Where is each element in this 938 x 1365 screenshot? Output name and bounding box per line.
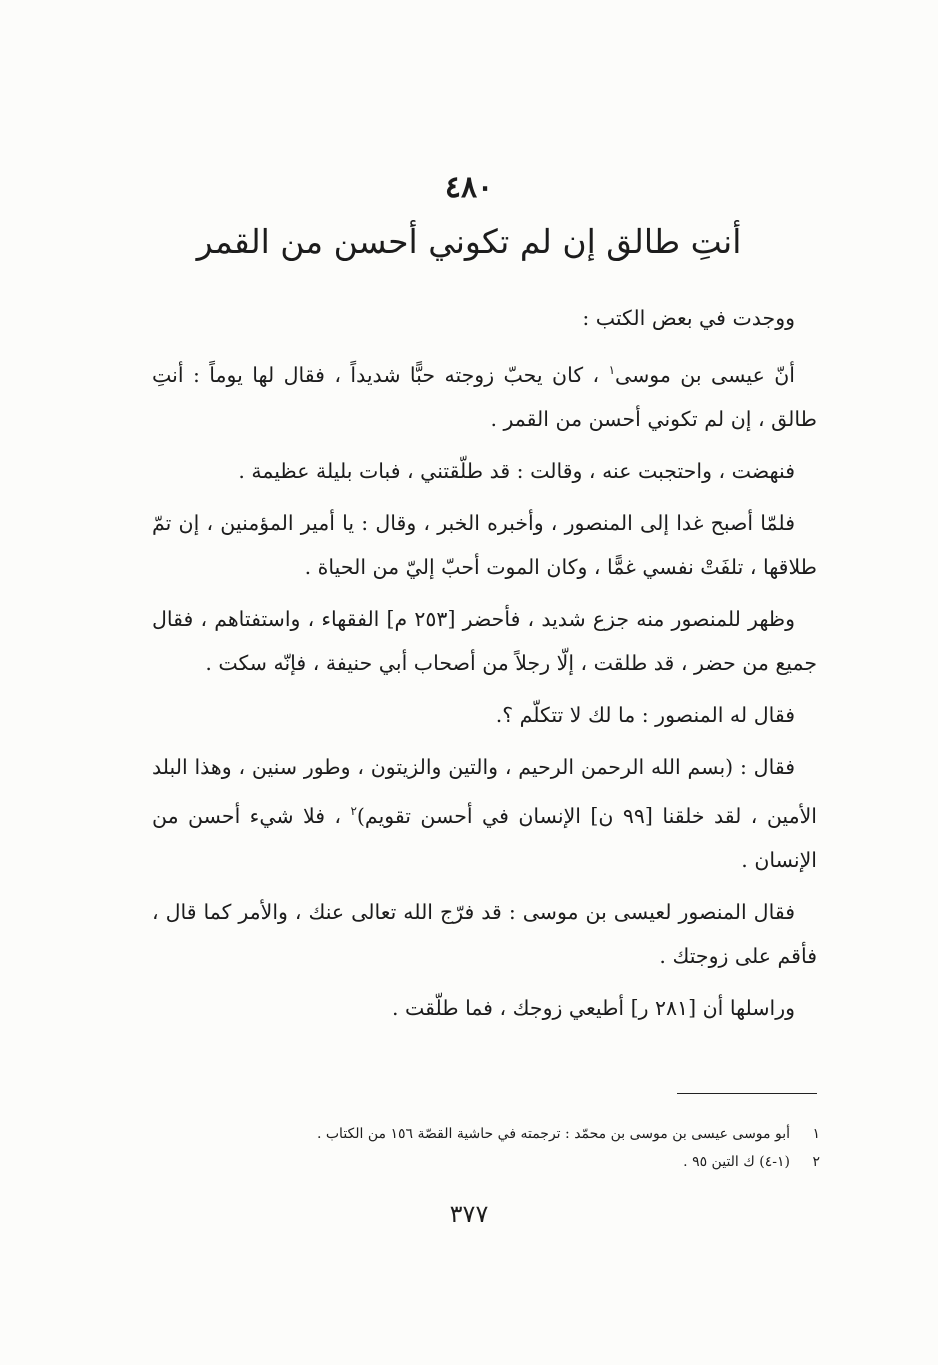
paragraph bbox=[152, 449, 817, 493]
paragraph bbox=[152, 986, 817, 1030]
paragraph-text: فقال المنصور لعيسى بن موسى : قد فرّج الله تعالى عنك ، والأمر كما قال ، فأقم على زوجتك . bbox=[152, 899, 817, 968]
paragraph bbox=[152, 890, 817, 978]
paragraph bbox=[152, 296, 817, 340]
paragraph-text: أنّ عيسى بن موسى bbox=[615, 362, 795, 387]
paragraph-text-rest: ، فلا شيء أحسن من الإنسان . bbox=[152, 803, 817, 872]
footnote-marker: ٢ bbox=[350, 803, 357, 818]
paragraph-text: وظهر للمنصور منه جزع شديد ، فأحضر [٢٥٣ م] الفقهاء ، واستفتاهم ، فقال جميع من حضر ، قد طلقت ، إلّا رجلاً من أصحاب أبي حنيفة ، فإنّه سكت . bbox=[152, 606, 817, 675]
page-number: ٣٧٧ bbox=[449, 1200, 489, 1228]
footnote-marker: ١ bbox=[608, 363, 616, 377]
paragraph-text: فقال له المنصور : ما لك لا تتكلّم ؟. bbox=[495, 702, 795, 727]
footnote-divider bbox=[677, 1093, 817, 1094]
paragraph-text: فقال : (بسم الله الرحمن الرحيم ، والتين والزيتون ، وطور سنين ، وهذا البلد الأمين ، لقد خلقنا [٩٩ ن] الإنسان في أحسن تقويم) bbox=[152, 754, 817, 828]
paragraph-text: فنهضت ، واحتجبت عنه ، وقالت : قد طلّقتني ، فبات بليلة عظيمة . bbox=[238, 458, 795, 483]
footnote-number: ١ bbox=[812, 1126, 820, 1142]
paragraph-text-rest: ، كان يحبّ زوجته حبًّا شديداً ، فقال لها يوماً : أنتِ طالق ، إن لم تكوني أحسن من القمر . bbox=[152, 362, 817, 431]
paragraph-text: فلمّا أصبح غدا إلى المنصور ، وأخبره الخبر ، وقال : يا أمير المؤمنين ، إن تمّ طلاقها ، تلفَتْ نفسي غمًّا ، وكان الموت أحبّ إليّ من الحياة . bbox=[152, 510, 817, 579]
paragraph bbox=[152, 348, 817, 441]
paragraph-text: وراسلها أن [٢٨١ ر] أطيعي زوجك ، فما طلّقت . bbox=[391, 995, 795, 1020]
body-text bbox=[152, 296, 817, 1038]
paragraph-text: ووجدت في بعض الكتب : bbox=[582, 306, 795, 330]
footnote-text: أبو موسى عيسى بن موسى بن محمّد : ترجمته في حاشية القصّة ١٥٦ من الكتاب . bbox=[316, 1126, 790, 1142]
story-number: ٤٨٠ bbox=[444, 170, 494, 205]
footnote-number: ٢ bbox=[812, 1154, 820, 1170]
story-title: أنتِ طالق إن لم تكوني أحسن من القمر bbox=[196, 222, 742, 261]
footnote-text: (١-٤) ك التين ٩٥ . bbox=[683, 1154, 790, 1170]
footnote bbox=[200, 1120, 820, 1148]
paragraph bbox=[152, 693, 817, 737]
paragraph bbox=[152, 745, 817, 882]
paragraph bbox=[152, 501, 817, 589]
paragraph bbox=[152, 597, 817, 685]
footnote bbox=[200, 1148, 820, 1176]
footnotes bbox=[200, 1120, 820, 1176]
